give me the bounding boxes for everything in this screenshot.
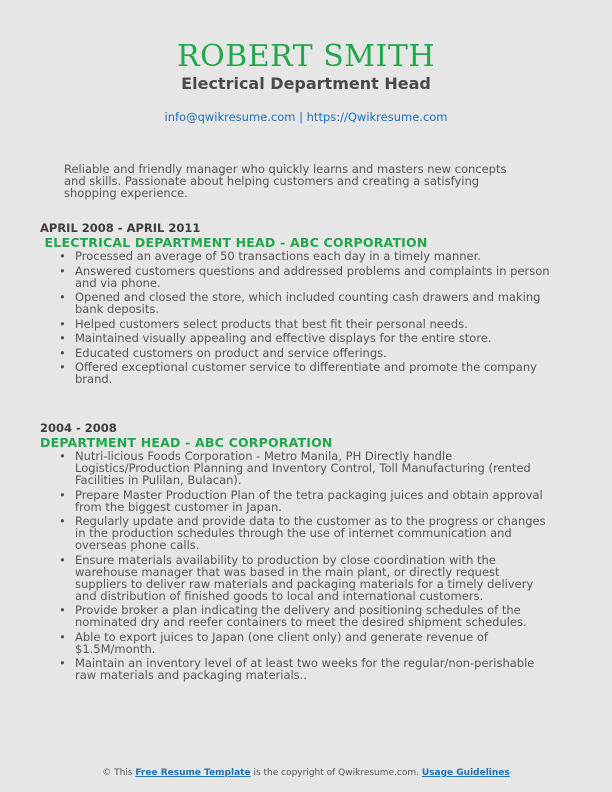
list-item: • Able to export juices to Japan (one client only) and generate revenue of $1.5M/month. <box>75 631 560 655</box>
list-item: • Helped customers select products that best fit their personal needs. <box>75 318 560 330</box>
list-item: • Offered exceptional customer service to differentiate and promote the company brand. <box>75 361 560 385</box>
page-footer <box>0 768 612 778</box>
free-resume-template-link[interactable]: Free Resume Template <box>135 768 251 778</box>
job-entry-1 <box>40 222 560 388</box>
list-item: • Regularly update and provide data to the customer as to the progress or changes in the production schedules through the use of internet communication and overseas phone calls. <box>75 515 560 551</box>
website-link[interactable]: https://Qwikresume.com <box>306 110 448 124</box>
list-item: • Nutri-licious Foods Corporation - Metro Manila, PH Directly handle Logistics/Production Planning and Inventory Control, Toll Manufacturing (rented Facilities in Pulilan, Bulacan). <box>75 450 560 486</box>
list-item: • Maintain an inventory level of at least two weeks for the regular/non-perishable raw materials and packaging materials.. <box>75 657 560 681</box>
candidate-role: Electrical Department Head <box>181 74 431 93</box>
footer-prefix: © This <box>102 768 133 778</box>
list-item: • Educated customers on product and service offerings. <box>75 347 560 359</box>
job-bullets <box>40 250 560 385</box>
job-title: DEPARTMENT HEAD - ABC CORPORATION <box>40 435 333 450</box>
candidate-name: ROBERT SMITH <box>176 39 436 74</box>
job-bullets <box>40 450 560 681</box>
list-item: • Ensure materials availability to production by close coordination with the warehouse manager that was based in the main plant, or directly request suppliers to deliver raw materials and packaging materials for a timely delivery and distribution of finished goods to local and international customers. <box>75 554 560 602</box>
job-dates: APRIL 2008 - APRIL 2011 <box>40 221 201 235</box>
job-title: ELECTRICAL DEPARTMENT HEAD - ABC CORPORATION <box>40 235 428 250</box>
resume-header <box>0 40 612 124</box>
usage-guidelines-link[interactable]: Usage Guidelines <box>421 768 510 778</box>
list-item: • Maintained visually appealing and effective displays for the entire store. <box>75 332 560 344</box>
list-item: • Opened and closed the store, which included counting cash drawers and making bank deposits. <box>75 291 560 315</box>
list-item: • Provide broker a plan indicating the delivery and positioning schedules of the nominated dry and reefer containers to meet the desired shipment schedules. <box>75 604 560 628</box>
contact-line <box>0 110 612 124</box>
contact-separator: | <box>299 110 303 124</box>
job-dates: 2004 - 2008 <box>40 421 117 435</box>
job-entry-2 <box>40 422 560 684</box>
list-item: • Answered customers questions and addressed problems and complaints in person and via phone. <box>75 265 560 289</box>
list-item: • Prepare Master Production Plan of the tetra packaging juices and obtain approval from the biggest customer in Japan. <box>75 489 560 513</box>
email-link[interactable]: info@qwikresume.com <box>164 110 296 124</box>
list-item: • Processed an average of 50 transactions each day in a timely manner. <box>75 250 560 262</box>
summary-text: Reliable and friendly manager who quickly learns and masters new concepts and skills. Passionate about helping customers and creating a satisfying shopping experience. <box>64 162 507 200</box>
footer-copyright: is the copyright of Qwikresume.com. <box>253 768 419 778</box>
